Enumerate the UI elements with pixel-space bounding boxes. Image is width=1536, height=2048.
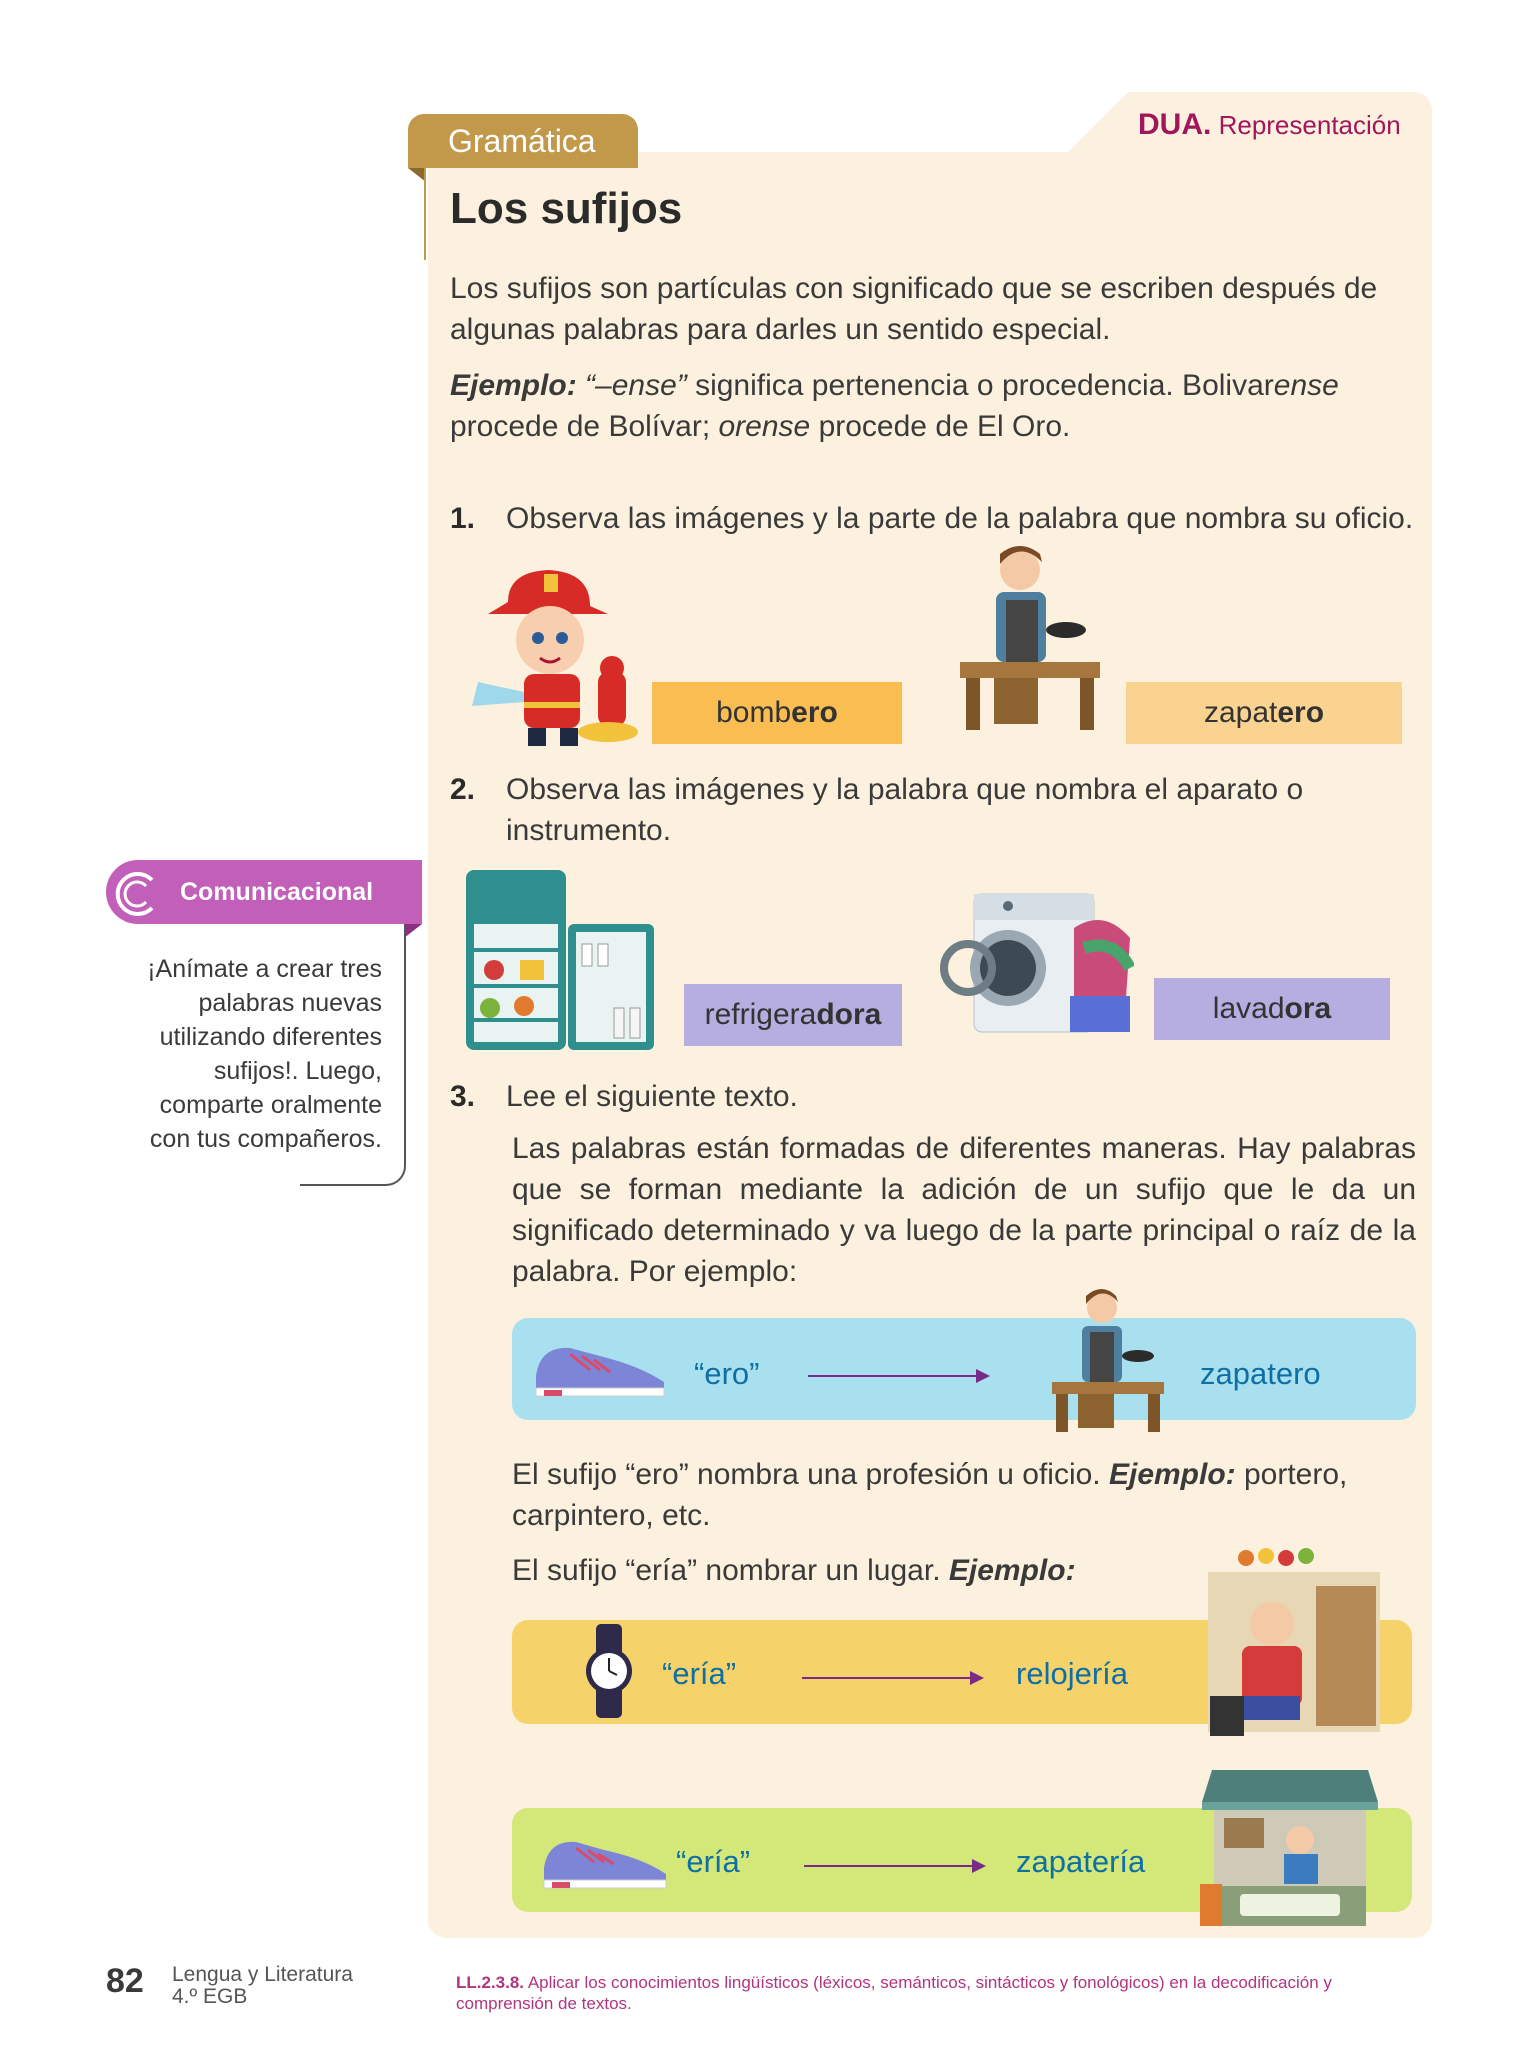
activity2-number: 2.	[450, 773, 476, 806]
comunicacional-icon	[108, 866, 164, 922]
footer-standard: LL.2.3.8. Aplicar los conocimientos lingüísticos (léxicos, semánticos, sintácticos y fonológicos) en la decodificación y comprensión de textos.	[456, 1973, 1332, 2013]
wristwatch-icon	[584, 1624, 634, 1718]
shoe-shop-illustration	[1200, 1766, 1380, 1930]
section-tag-line	[424, 168, 426, 260]
band1-arrow	[808, 1375, 988, 1377]
eria-explanation: El sufijo “ería” nombrar un lugar. Ejemplo:	[512, 1554, 1076, 1587]
band3-suffix: “ería”	[676, 1844, 751, 1879]
activity1-number: 1.	[450, 502, 476, 535]
band1-result: zapatero	[1200, 1356, 1321, 1391]
activity3-number: 3.	[450, 1080, 476, 1113]
shoemaker-small-illustration	[1048, 1286, 1168, 1434]
footer-subject: Lengua y Literatura 4.º EGB	[172, 1963, 353, 2008]
watchmaker-shop-illustration	[1206, 1546, 1382, 1740]
band1-suffix: “ero”	[694, 1356, 760, 1391]
sneaker-icon	[530, 1336, 670, 1402]
side-text: ¡Anímate a crear tres palabras nuevas utilizando diferentes sufijos!. Luego, comparte oralmente con tus compañeros.	[147, 955, 382, 1153]
word-refrigeradora: refrigeradora	[684, 984, 902, 1046]
band2-result: relojería	[1016, 1656, 1128, 1691]
word-lavadora: lavadora	[1154, 978, 1390, 1040]
page-title: Los sufijos	[450, 184, 683, 233]
ero-explanation: El sufijo “ero” nombra una profesión u oficio. Ejemplo: portero, carpintero, etc.	[512, 1458, 1348, 1532]
band3-arrow	[804, 1865, 984, 1867]
word-zapatero: zapatero	[1126, 682, 1402, 744]
activity3-instruction: Lee el siguiente texto.	[506, 1080, 798, 1113]
page-number: 82	[106, 1962, 144, 2000]
firefighter-illustration	[468, 562, 648, 748]
example-text: Ejemplo: “–ense” significa pertenencia o procedencia. Bolivarense procede de Bolívar; orense procede de El Oro.	[450, 369, 1339, 443]
activity3-paragraph: Las palabras están formadas de diferentes maneras. Hay palabras que se forman mediante la adición de un sufijo que le da un significado determinado y va luego de la parte principal o raíz de la palabra. Por ejemplo:	[512, 1132, 1416, 1288]
definition-text: Los sufijos son partículas con significado que se escriben después de algunas palabras para darles un sentido especial.	[450, 272, 1378, 346]
side-fold	[404, 924, 422, 938]
card-notch	[1068, 92, 1128, 152]
band2-suffix: “ería”	[662, 1656, 737, 1691]
section-tag: Gramática	[408, 114, 638, 168]
side-comunicacional-title: Comunicacional	[106, 860, 422, 924]
refrigerator-illustration	[464, 868, 656, 1052]
activity1-instruction: Observa las imágenes y la parte de la palabra que nombra su oficio.	[506, 502, 1414, 535]
band2-arrow	[802, 1677, 982, 1679]
activity2-instruction: Observa las imágenes y la palabra que nombra el aparato o instrumento.	[506, 773, 1304, 847]
word-bombero: bombero	[652, 682, 902, 744]
band3-result: zapatería	[1016, 1844, 1146, 1879]
washing-machine-illustration	[934, 888, 1134, 1038]
dua-label: DUA. Representación	[1138, 108, 1401, 141]
shoemaker-illustration	[954, 540, 1104, 734]
sneaker-icon-2	[538, 1830, 670, 1894]
